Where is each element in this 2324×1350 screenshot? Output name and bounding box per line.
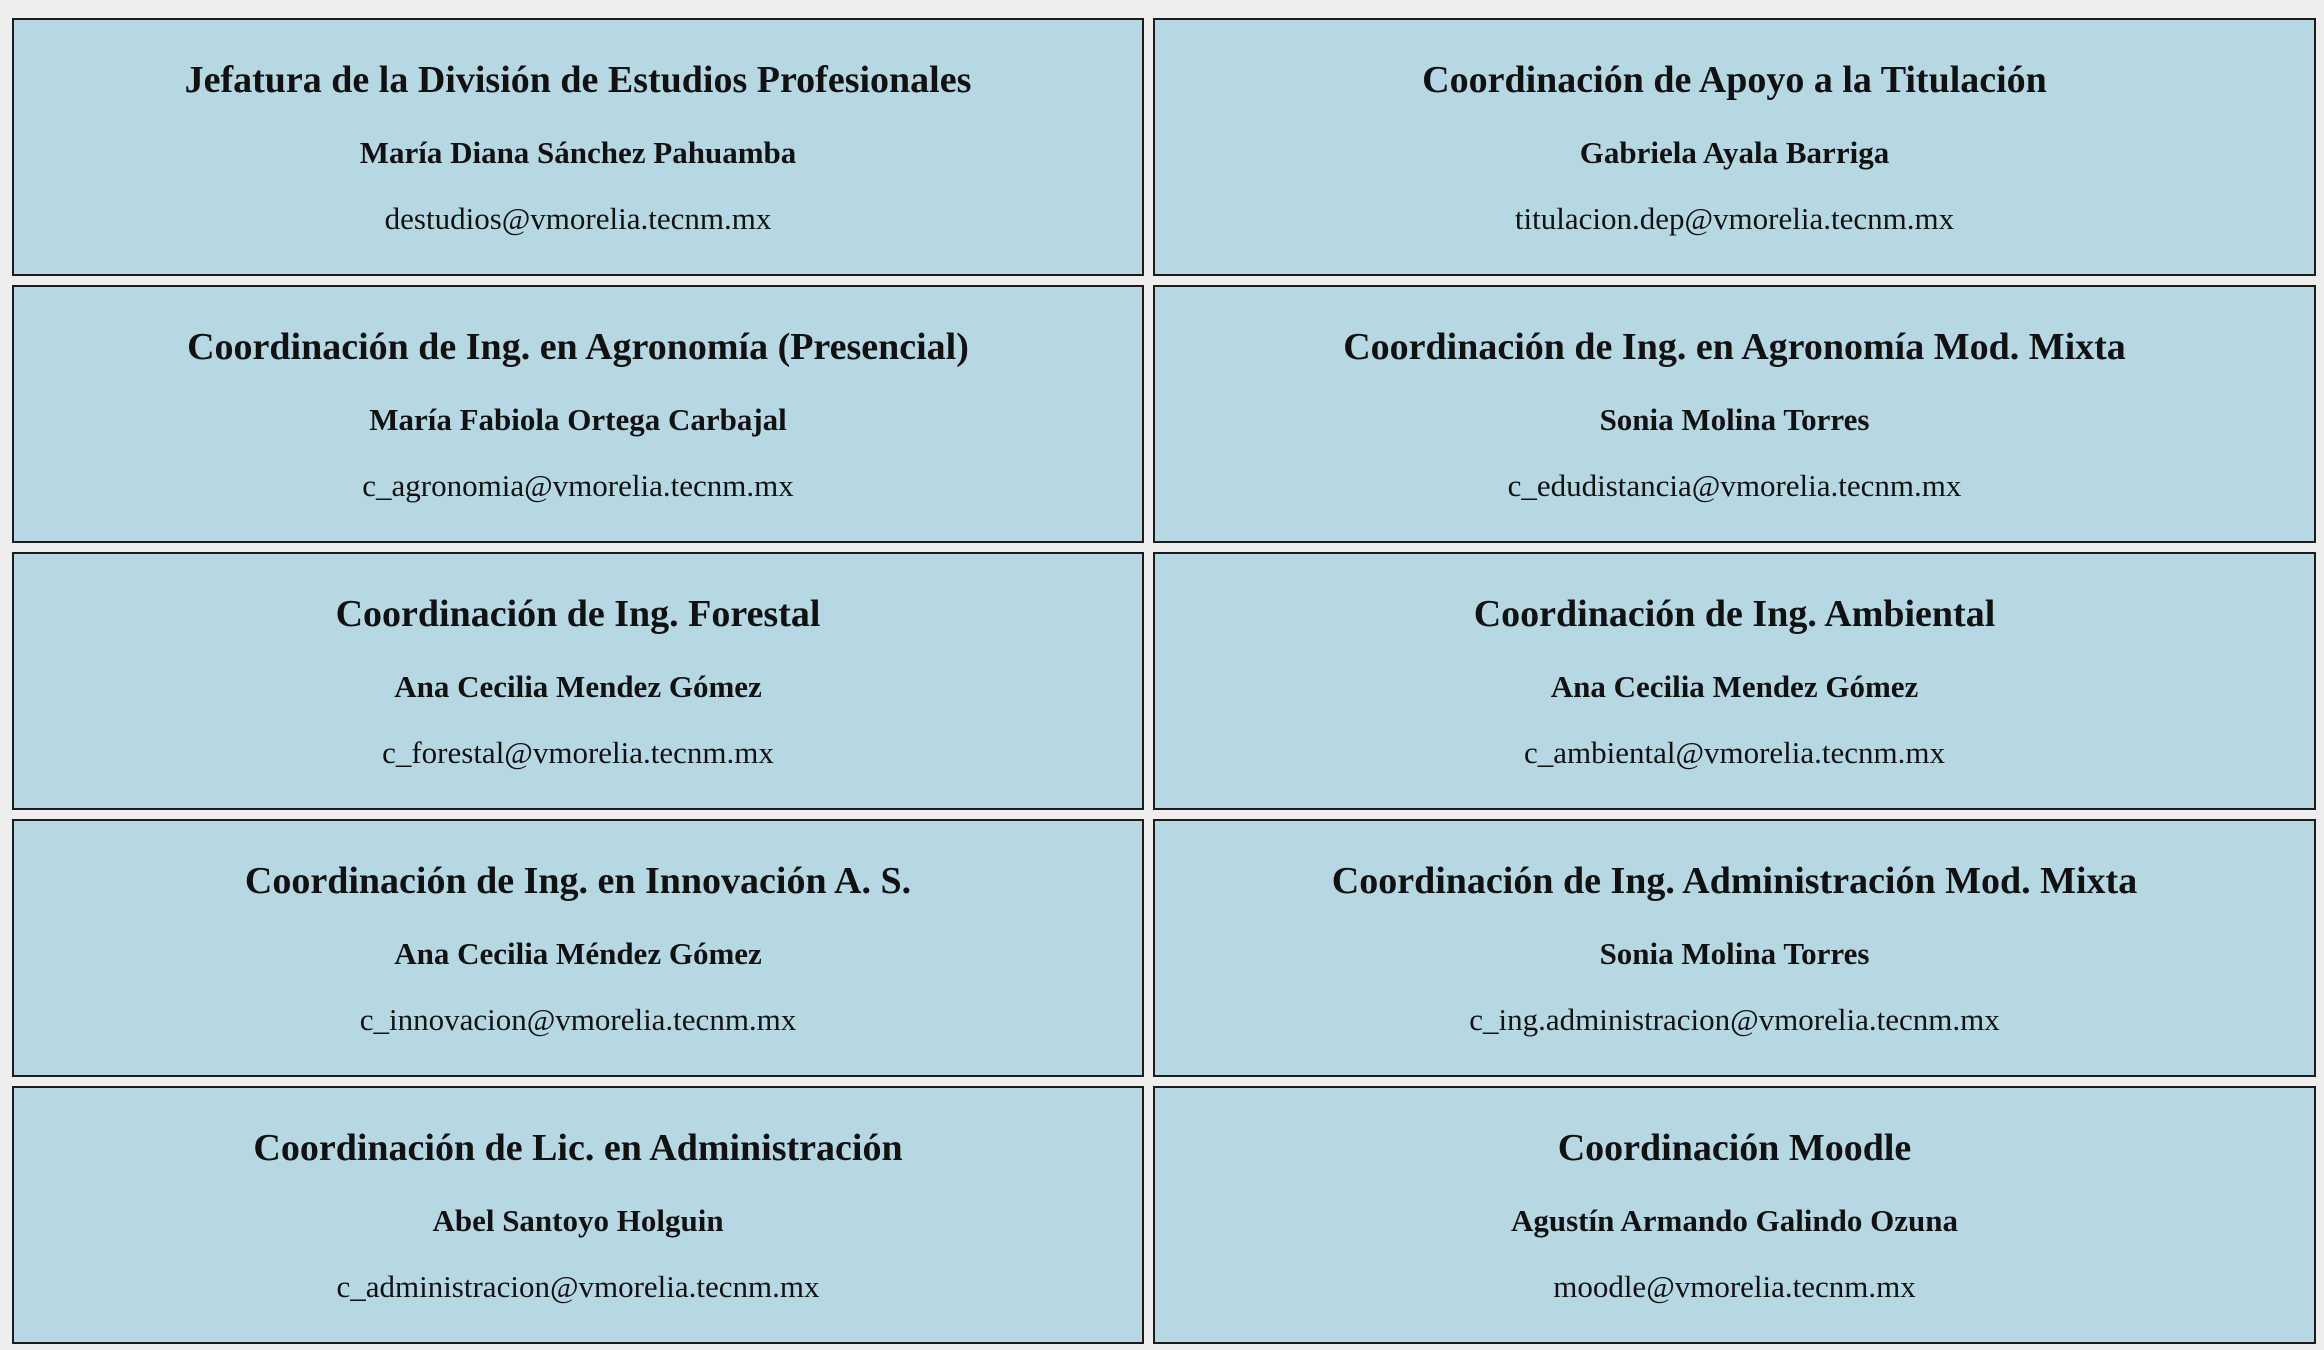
contact-card-lic-administracion: [12, 1086, 1144, 1344]
card-email: c_ambiental@vmorelia.tecnm.mx: [1523, 735, 1946, 770]
contact-grid: [12, 18, 2315, 1343]
card-title: Coordinación de Ing. Ambiental: [1473, 593, 1996, 635]
card-title: Coordinación de Ing. en Agronomía (Presencial): [187, 326, 969, 368]
card-title: Coordinación de Lic. en Administración: [253, 1127, 903, 1169]
card-person-name: Ana Cecilia Méndez Gómez: [394, 936, 762, 971]
card-title: Coordinación de Ing. en Innovación A. S.: [244, 860, 912, 902]
contact-card-agronomia-presencial: [12, 285, 1144, 543]
card-title: Coordinación de Apoyo a la Titulación: [1422, 59, 2047, 101]
card-person-name: Sonia Molina Torres: [1599, 402, 1870, 437]
contact-card-innovacion: [12, 819, 1144, 1077]
card-email: c_agronomia@vmorelia.tecnm.mx: [362, 468, 794, 503]
contact-card-agronomia-mixta: [1153, 285, 2316, 543]
card-title: Coordinación de Ing. Forestal: [335, 593, 821, 635]
card-person-name: Gabriela Ayala Barriga: [1579, 135, 1890, 170]
card-person-name: Agustín Armando Galindo Ozuna: [1510, 1203, 1959, 1238]
card-title: Jefatura de la División de Estudios Profesionales: [184, 59, 972, 101]
card-email: c_innovacion@vmorelia.tecnm.mx: [359, 1002, 797, 1037]
card-person-name: María Fabiola Ortega Carbajal: [369, 402, 787, 437]
contact-card-forestal: [12, 552, 1144, 810]
card-title: Coordinación Moodle: [1557, 1127, 1912, 1169]
card-email: moodle@vmorelia.tecnm.mx: [1553, 1269, 1916, 1304]
card-email: c_forestal@vmorelia.tecnm.mx: [382, 735, 774, 770]
card-person-name: Ana Cecilia Mendez Gómez: [1550, 669, 1919, 704]
contact-card-moodle: [1153, 1086, 2316, 1344]
card-email: c_ing.administracion@vmorelia.tecnm.mx: [1469, 1002, 2000, 1037]
card-title: Coordinación de Ing. Administración Mod. Mixta: [1331, 860, 2138, 902]
card-person-name: Ana Cecilia Mendez Gómez: [394, 669, 762, 704]
card-email: titulacion.dep@vmorelia.tecnm.mx: [1514, 201, 1955, 236]
card-email: c_administracion@vmorelia.tecnm.mx: [336, 1269, 820, 1304]
card-person-name: Abel Santoyo Holguin: [432, 1203, 724, 1238]
card-person-name: Sonia Molina Torres: [1599, 936, 1870, 971]
card-person-name: María Diana Sánchez Pahuamba: [359, 135, 797, 170]
contact-card-estudios-profesionales: [12, 18, 1144, 276]
contact-card-ambiental: [1153, 552, 2316, 810]
card-email: c_edudistancia@vmorelia.tecnm.mx: [1507, 468, 1962, 503]
contact-card-titulacion: [1153, 18, 2316, 276]
card-email: destudios@vmorelia.tecnm.mx: [384, 201, 772, 236]
contact-card-ing-administracion-mixta: [1153, 819, 2316, 1077]
card-title: Coordinación de Ing. en Agronomía Mod. Mixta: [1343, 326, 2126, 368]
